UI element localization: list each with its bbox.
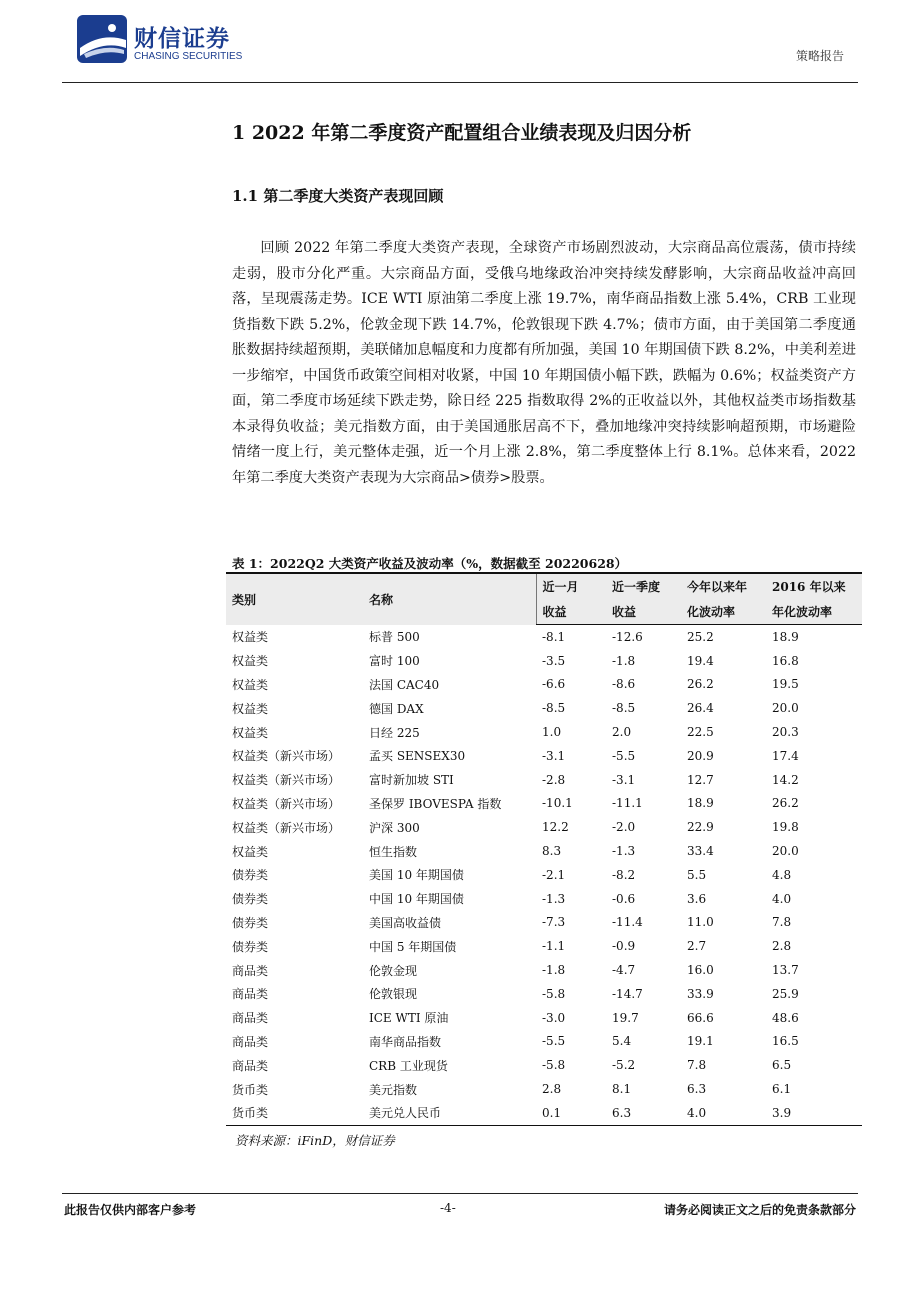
cell-category: 权益类 <box>232 654 269 669</box>
cell-category: 商品类 <box>232 987 269 1002</box>
cell-name: 法国 CAC40 <box>369 677 440 692</box>
table-row <box>226 792 862 816</box>
cell-1m-return: 2.8 <box>542 1082 562 1097</box>
cell-name: CRB 工业现货 <box>369 1058 448 1073</box>
header-category: 类别 <box>226 573 363 625</box>
cell-1q-return: -12.6 <box>612 629 643 644</box>
cell-1q-return: -14.7 <box>612 986 643 1001</box>
cell-category: 债券类 <box>232 915 269 930</box>
cell-2016-vol: 26.2 <box>772 796 799 811</box>
cell-1q-return: 2.0 <box>612 725 632 740</box>
cell-2016-vol: 2.8 <box>772 939 792 954</box>
cell-1q-return: 19.7 <box>612 1010 639 1025</box>
header-1q: 近一季度 <box>606 573 681 599</box>
cell-name: 伦敦银现 <box>369 987 418 1002</box>
cell-name: 美国高收益债 <box>369 915 442 930</box>
cell-2016-vol: 48.6 <box>772 1010 799 1025</box>
cell-category: 权益类（新兴市场） <box>232 820 341 835</box>
cell-1m-return: -3.5 <box>542 653 566 668</box>
cell-category: 债券类 <box>232 868 269 883</box>
cell-ytd-vol: 7.8 <box>687 1058 707 1073</box>
table-row <box>226 673 862 697</box>
cell-2016-vol: 16.8 <box>772 653 799 668</box>
cell-1m-return: -8.1 <box>542 629 566 644</box>
cell-category: 货币类 <box>232 1082 269 1097</box>
cell-2016-vol: 4.0 <box>772 891 792 906</box>
header-name: 名称 <box>363 573 536 625</box>
cell-category: 商品类 <box>232 1034 269 1049</box>
footer-divider <box>62 1193 858 1194</box>
cell-1m-return: -2.8 <box>542 772 566 787</box>
logo-mark-icon <box>76 14 128 64</box>
subsection-title: 1.1 第二季度大类资产表现回顾 <box>232 187 444 205</box>
cell-name: 南华商品指数 <box>369 1034 442 1049</box>
cell-category: 商品类 <box>232 1058 269 1073</box>
cell-1q-return: -8.5 <box>612 701 636 716</box>
cell-name: 伦敦金现 <box>369 963 418 978</box>
cell-1m-return: 8.3 <box>542 844 562 859</box>
header-2016-vol: 2016 年以来 <box>766 573 862 599</box>
cell-ytd-vol: 33.9 <box>687 986 714 1001</box>
cell-ytd-vol: 26.4 <box>687 701 714 716</box>
cell-ytd-vol: 12.7 <box>687 772 714 787</box>
cell-1q-return: -2.0 <box>612 820 636 835</box>
cell-1m-return: -1.8 <box>542 963 566 978</box>
table-row <box>226 1006 862 1030</box>
table-row <box>226 815 862 839</box>
cell-1q-return: -0.6 <box>612 891 636 906</box>
cell-name: 恒生指数 <box>369 844 418 859</box>
cell-ytd-vol: 19.4 <box>687 653 714 668</box>
cell-category: 债券类 <box>232 939 269 954</box>
footer-disclaimer: 此报告仅供内部客户参考 <box>64 1203 197 1217</box>
cell-1m-return: -5.8 <box>542 986 566 1001</box>
cell-ytd-vol: 18.9 <box>687 796 714 811</box>
cell-1q-return: 8.1 <box>612 1082 632 1097</box>
asset-returns-table <box>226 572 862 1126</box>
body-paragraph: 回顾 2022 年第二季度大类资产表现，全球资产市场剧烈波动，大宗商品高位震荡，债市持续走弱，股市分化严重。大宗商品方面，受俄乌地缘政治冲突持续发酵影响，大宗商品收益冲高回落，呈现震荡走势。ICE WTI 原油第二季度上涨 19.7%，南华商品指数上涨 5.4%，CRB 工业现货指数下跌 5.2%，伦敦金现下跌 14.7%，伦敦银现下跌 4.7%；债市方面，由于美国第二季度通胀数据持续超预期，美联储加息幅度和力度都有所加强，美国 10 年期国债下跌 8.2%，中美利差进一步缩窄，中国货币政策空间相对收紧，中国 10 年期国债小幅下跌，跌幅为 0.6%；权益类资产方面，第二季度市场延续下跌走势，除日经 225 指数取得 2%的正收益以外，其他权益类市场指数基本录得负收益；美元指数方面，由于美国通胀居高不下，叠加地缘冲突持续影响超预期，市场避险情绪一度上行，美元整体走强，近一个月上涨 2.8%，第二季度整体上行 8.1%。总体来看，2022 年第二季度大类资产表现为大宗商品>债券>股票。 <box>232 240 856 486</box>
cell-ytd-vol: 2.7 <box>687 939 707 954</box>
table-header-row <box>226 573 862 599</box>
cell-ytd-vol: 6.3 <box>687 1082 707 1097</box>
cell-1q-return: -1.8 <box>612 653 636 668</box>
table-row <box>226 720 862 744</box>
cell-ytd-vol: 33.4 <box>687 844 714 859</box>
table-row <box>226 696 862 720</box>
header-ytd-vol-sub: 化波动率 <box>681 599 766 625</box>
cell-ytd-vol: 4.0 <box>681 1101 766 1125</box>
header-divider <box>62 82 858 83</box>
cell-1m-return: 12.2 <box>542 820 569 835</box>
cell-2016-vol: 17.4 <box>772 748 799 763</box>
cell-1m-return: -7.3 <box>542 915 566 930</box>
cell-1q-return: -0.9 <box>612 939 636 954</box>
table-row <box>226 649 862 673</box>
cell-ytd-vol: 66.6 <box>687 1010 714 1025</box>
cell-ytd-vol: 22.5 <box>687 725 714 740</box>
cell-1m-return: -6.6 <box>542 677 566 692</box>
table-row <box>226 982 862 1006</box>
cell-1m-return: -8.5 <box>542 701 566 716</box>
cell-ytd-vol: 20.9 <box>687 748 714 763</box>
cell-category: 权益类 <box>232 630 269 645</box>
cell-name: 美元兑人民币 <box>363 1101 536 1125</box>
cell-1q-return: -1.3 <box>612 844 636 859</box>
table-row <box>226 744 862 768</box>
cell-1q-return: -5.5 <box>612 748 636 763</box>
header-2016-vol-sub: 年化波动率 <box>766 599 862 625</box>
cell-1m-return: -5.8 <box>542 1058 566 1073</box>
cell-ytd-vol: 22.9 <box>687 820 714 835</box>
cell-1q-return: -3.1 <box>612 772 636 787</box>
header-1m: 近一月 <box>536 573 606 599</box>
footer-notice: 请务必阅读正文之后的免责条款部分 <box>663 1203 856 1217</box>
cell-2016-vol: 16.5 <box>772 1034 799 1049</box>
cell-name: 富时 100 <box>369 654 420 669</box>
cell-2016-vol: 20.0 <box>772 701 799 716</box>
cell-2016-vol: 13.7 <box>772 963 799 978</box>
header-1q-sub: 收益 <box>606 599 681 625</box>
cell-1q-return: -8.2 <box>612 867 636 882</box>
cell-ytd-vol: 25.2 <box>687 629 714 644</box>
cell-1m-return: -2.1 <box>542 867 566 882</box>
table-caption: 表 1：2022Q2 大类资产收益及波动率（%，数据截至 20220628） <box>232 556 628 571</box>
cell-category: 货币类 <box>226 1101 363 1125</box>
cell-1q-return: -4.7 <box>612 963 636 978</box>
cell-category: 商品类 <box>232 1011 269 1026</box>
cell-name: 标普 500 <box>369 630 420 645</box>
cell-name: 沪深 300 <box>369 820 420 835</box>
cell-name: 德国 DAX <box>369 701 424 716</box>
cell-1m-return: -1.3 <box>542 891 566 906</box>
cell-2016-vol: 14.2 <box>772 772 799 787</box>
cell-ytd-vol: 5.5 <box>687 867 707 882</box>
table-row <box>226 911 862 935</box>
table-row <box>226 625 862 649</box>
cell-name: 中国 10 年期国债 <box>369 892 464 907</box>
header-1m-sub: 收益 <box>536 599 606 625</box>
cell-category: 权益类 <box>232 725 269 740</box>
cell-name: 富时新加坡 STI <box>369 773 454 788</box>
cell-1q-return: -5.2 <box>612 1058 636 1073</box>
cell-ytd-vol: 19.1 <box>687 1034 714 1049</box>
cell-1q-return: 6.3 <box>606 1101 681 1125</box>
table-row <box>226 863 862 887</box>
cell-1m-return: 1.0 <box>542 725 562 740</box>
cell-2016-vol: 18.9 <box>772 629 799 644</box>
cell-1q-return: -8.6 <box>612 677 636 692</box>
cell-category: 权益类（新兴市场） <box>232 749 341 764</box>
cell-name: 美国 10 年期国债 <box>369 868 464 883</box>
table-row <box>226 958 862 982</box>
cell-1m-return: -5.5 <box>542 1034 566 1049</box>
table-row <box>226 768 862 792</box>
cell-ytd-vol: 11.0 <box>687 915 714 930</box>
logo-chinese-name: 财信证券 <box>134 26 230 52</box>
cell-1m-return: -1.1 <box>542 939 566 954</box>
cell-category: 权益类（新兴市场） <box>232 773 341 788</box>
cell-1m-return: -10.1 <box>542 796 573 811</box>
cell-category: 权益类 <box>232 677 269 692</box>
cell-name: ICE WTI 原油 <box>369 1011 449 1026</box>
cell-2016-vol: 20.0 <box>772 844 799 859</box>
cell-category: 权益类 <box>232 701 269 716</box>
header-ytd-vol: 今年以来年 <box>681 573 766 599</box>
cell-1q-return: -11.1 <box>612 796 643 811</box>
table-row <box>226 887 862 911</box>
table-row <box>226 1030 862 1054</box>
table-row <box>226 934 862 958</box>
cell-category: 权益类（新兴市场） <box>232 796 341 811</box>
section-title: 1 2022 年第二季度资产配置组合业绩表现及归因分析 <box>232 122 692 144</box>
cell-2016-vol: 19.5 <box>772 677 799 692</box>
report-type-label: 策略报告 <box>795 49 844 63</box>
cell-category: 债券类 <box>232 892 269 907</box>
cell-1m-return: 0.1 <box>536 1101 606 1125</box>
cell-ytd-vol: 16.0 <box>687 963 714 978</box>
cell-2016-vol: 4.8 <box>772 867 792 882</box>
cell-2016-vol: 3.9 <box>766 1101 862 1125</box>
table-row <box>226 1053 862 1077</box>
cell-category: 权益类 <box>232 844 269 859</box>
cell-1m-return: -3.0 <box>542 1010 566 1025</box>
page-number: -4- <box>440 1201 456 1215</box>
cell-1q-return: -11.4 <box>612 915 643 930</box>
table-row <box>226 1077 862 1101</box>
cell-1q-return: 5.4 <box>612 1034 632 1049</box>
cell-name: 孟买 SENSEX30 <box>369 749 466 764</box>
logo-english-name: CHASING SECURITIES <box>134 51 243 62</box>
table-row <box>226 1101 862 1125</box>
cell-1m-return: -3.1 <box>542 748 566 763</box>
cell-2016-vol: 6.5 <box>772 1058 792 1073</box>
cell-2016-vol: 25.9 <box>772 986 799 1001</box>
cell-category: 商品类 <box>232 963 269 978</box>
data-source: 资料来源：iFinD，财信证券 <box>235 1133 395 1148</box>
cell-2016-vol: 19.8 <box>772 820 799 835</box>
cell-ytd-vol: 26.2 <box>687 677 714 692</box>
cell-2016-vol: 20.3 <box>772 725 799 740</box>
table-row <box>226 839 862 863</box>
cell-name: 圣保罗 IBOVESPA 指数 <box>369 796 502 811</box>
cell-name: 日经 225 <box>369 725 420 740</box>
cell-name: 美元指数 <box>369 1082 418 1097</box>
cell-name: 中国 5 年期国债 <box>369 939 457 954</box>
cell-ytd-vol: 3.6 <box>687 891 707 906</box>
cell-2016-vol: 6.1 <box>772 1082 792 1097</box>
company-logo <box>76 14 256 64</box>
cell-2016-vol: 7.8 <box>772 915 792 930</box>
